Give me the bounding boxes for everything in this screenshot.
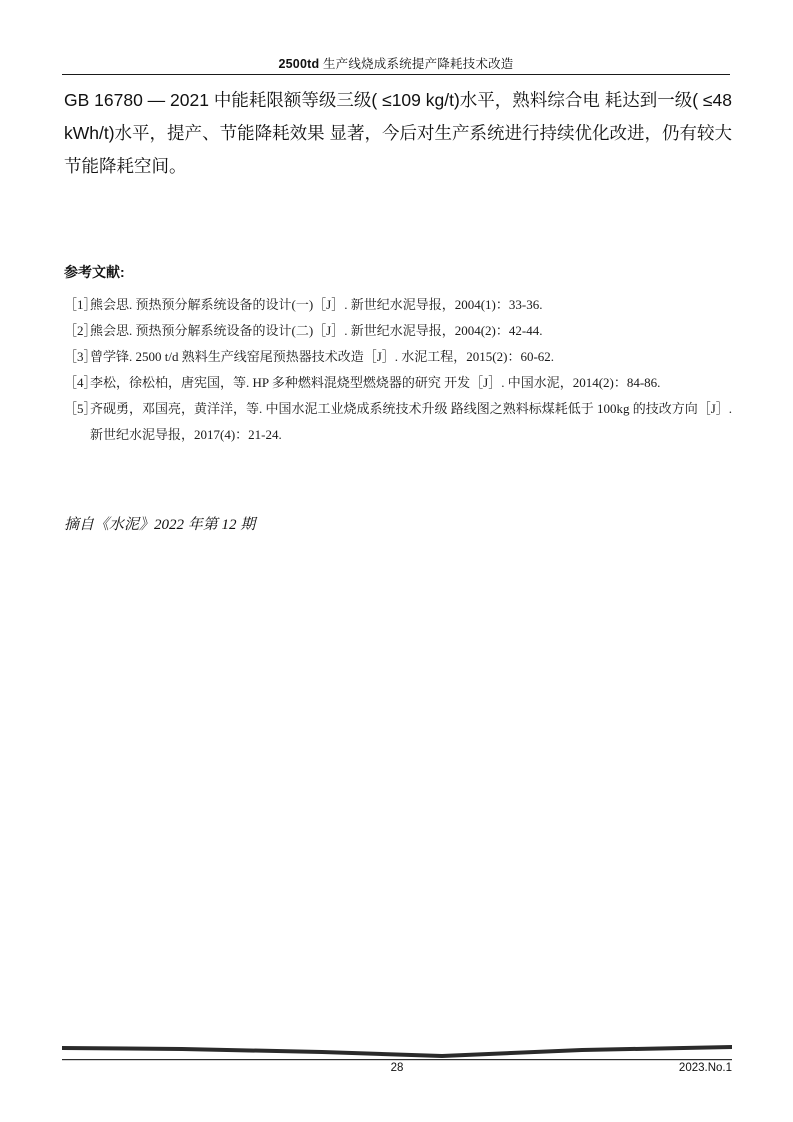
references-list [64, 292, 736, 448]
reference-marker: ［3］ [64, 349, 97, 364]
source-note: 摘自《水泥》2022 年第 12 期 [64, 517, 256, 533]
issue-label: 2023.No.1 [678, 1062, 732, 1074]
body-paragraph: GB 16780 — 2021 中能耗限额等级三级( ≤109 kg/t)水平，熟料综合电 耗达到一级( ≤48 kWh/t)水平，提产、节能降耗效果 显著，今后对生产系统进行持续优化改进，仍有较大节能降耗空间。 [64, 90, 732, 176]
header-capacity-number: 2500t [278, 57, 312, 71]
list-item [64, 292, 736, 318]
reference-marker: ［1］ [64, 297, 97, 312]
page-footer [62, 1062, 732, 1078]
running-header [62, 54, 730, 72]
reference-marker: ［4］ [64, 375, 97, 390]
page-number: 28 [390, 1062, 404, 1074]
reference-text: 齐砚勇，邓国亮，黄洋洋，等. 中国水泥工业烧成系统技术升级 路线图之熟料标煤耗低于 100kg 的技改方向［J］. 新世纪水泥导报，2017(4)：21-24. [90, 401, 733, 442]
reference-marker: ［2］ [64, 323, 97, 338]
reference-text: 曾学锋. 2500 t/d 熟料生产线窑尾预热器技术改造［J］. 水泥工程，2015(2)：60-62. [90, 349, 555, 364]
reference-marker: ［5］ [64, 401, 97, 416]
header-title: 生产线烧成系统提产降耗技术改造 [319, 57, 514, 71]
references-heading: 参考文献: [64, 264, 125, 280]
reference-text: 熊会思. 预热预分解系统设备的设计(一)［J］. 新世纪水泥导报，2004(1)：33-36. [90, 297, 543, 312]
reference-text: 熊会思. 预热预分解系统设备的设计(二)［J］. 新世纪水泥导报，2004(2)：42-44. [90, 323, 543, 338]
list-item [64, 318, 736, 344]
list-item [64, 344, 736, 370]
header-divider [62, 74, 730, 75]
header-capacity-unit: d [311, 57, 320, 71]
list-item [64, 370, 736, 396]
list-item [64, 396, 736, 448]
reference-text: 李松，徐松柏，唐宪国，等. HP 多种燃料混烧型燃烧器的研究 开发［J］. 中国水泥，2014(2)：84-86. [90, 375, 661, 390]
